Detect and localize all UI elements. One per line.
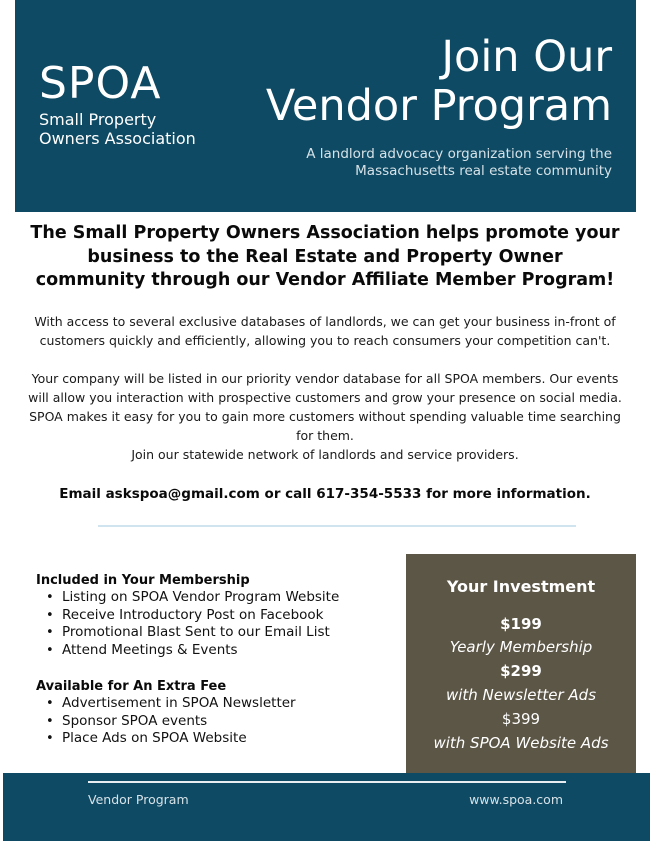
extra-fee-section	[36, 678, 386, 748]
included-heading: Included in Your Membership	[36, 573, 250, 588]
tier-price-newsletter: $299	[500, 662, 542, 680]
logo-mark: SPOA	[39, 58, 162, 109]
list-item-text: Sponsor SPOA events	[62, 712, 208, 729]
intro-paragraph-network: Join our statewide network of landlords and service providers.	[131, 447, 519, 462]
list-item	[36, 695, 386, 713]
page-title	[266, 33, 612, 131]
footer-divider	[88, 781, 566, 783]
included-list	[36, 589, 386, 659]
footer-website-link[interactable]: www.spoa.com	[469, 792, 563, 807]
tier-label-yearly: Yearly Membership	[449, 638, 593, 656]
intro-headline: The Small Property Owners Association helps promote your business to the Real Estate and Property Owner community through our Vendor Affiliate Member Program!	[30, 223, 620, 290]
list-item	[36, 642, 386, 660]
spoa-logo	[39, 58, 196, 148]
tier-price-yearly: $199	[500, 615, 542, 633]
list-item-text: Advertisement in SPOA Newsletter	[62, 695, 296, 711]
investment-box	[406, 554, 636, 773]
tier-label-newsletter: with Newsletter Ads	[445, 686, 597, 704]
section-divider	[98, 525, 576, 527]
contact-call-to-action: Email askspoa@gmail.com or call 617-354-5533 for more information.	[59, 486, 591, 502]
bullet-icon: •	[46, 625, 54, 640]
list-item	[36, 713, 386, 731]
intro-paragraph-listing: Your company will be listed in our priority vendor database for all SPOA members. Our events will allow you interaction with prospective customers and grow your presence on social media. SPOA makes it easy for you to gain more customers without spending valuable time searching for them.	[28, 371, 622, 443]
title-line1: Join Our	[441, 32, 612, 82]
list-item-text: Receive Introductory Post on Facebook	[62, 606, 324, 623]
logo-name-line2: Owners Association	[39, 129, 196, 148]
tier-price-website: $399	[501, 710, 541, 728]
bullet-icon: •	[46, 642, 54, 658]
included-membership-section	[36, 572, 386, 659]
list-item	[36, 607, 386, 625]
list-item-text: Promotional Blast Sent to our Email List	[62, 624, 330, 640]
header-banner	[15, 0, 636, 212]
intro-paragraph-databases: With access to several exclusive databases of landlords, we can get your business in-front of customers quickly and efficiently, allowing you to reach consumers your competition can't.	[34, 314, 616, 348]
bullet-icon: •	[46, 607, 54, 623]
extra-fee-heading: Available for An Extra Fee	[36, 679, 227, 694]
footer-program-label: Vendor Program	[88, 792, 189, 807]
title-line2: Vendor Program	[265, 81, 612, 131]
list-item	[36, 730, 386, 748]
investment-title: Your Investment	[446, 577, 596, 596]
bullet-icon: •	[46, 713, 54, 729]
bullet-icon: •	[46, 590, 54, 605]
bullet-icon: •	[46, 731, 54, 746]
list-item	[36, 624, 386, 642]
header-tagline: A landlord advocacy organization serving the Massachusetts real estate community	[306, 146, 612, 179]
list-item	[36, 589, 386, 607]
list-item-text: Place Ads on SPOA Website	[62, 730, 247, 746]
logo-name-line1: Small Property	[39, 110, 157, 129]
tier-label-website: with SPOA Website Ads	[433, 734, 609, 752]
footer-bar	[3, 773, 650, 841]
list-item-text: Attend Meetings & Events	[62, 641, 238, 658]
extra-fee-list	[36, 695, 386, 748]
list-item-text: Listing on SPOA Vendor Program Website	[62, 589, 340, 605]
bullet-icon: •	[46, 696, 54, 711]
